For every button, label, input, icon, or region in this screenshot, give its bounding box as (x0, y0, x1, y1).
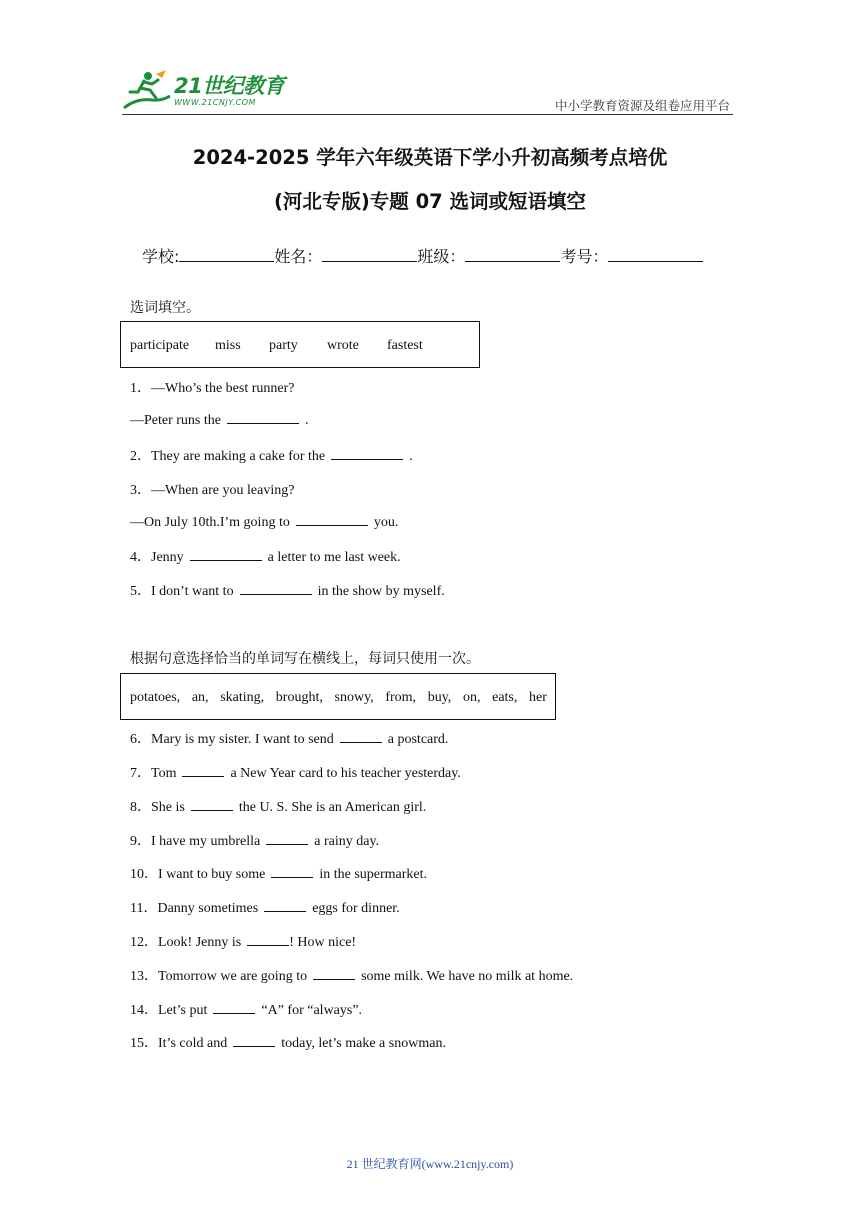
question-text: in the show by myself. (317, 584, 445, 599)
question-text: some milk. We have no milk at home. (361, 969, 574, 984)
footer-link[interactable]: 21 世纪教育网(www.21cnjy.com) (346, 1157, 514, 1171)
word-bank-word: fastest (387, 338, 423, 353)
student-info-line (142, 244, 703, 267)
question-line (130, 546, 401, 566)
runner-logo-icon (122, 68, 172, 114)
answer-blank[interactable] (264, 899, 306, 912)
logo-url: WWW.21CNJY.COM (174, 98, 256, 107)
answer-blank[interactable] (213, 1001, 255, 1014)
answer-blank[interactable] (247, 933, 289, 946)
word-bank-word: eats, (492, 690, 518, 705)
word-bank-word: snowy, (334, 690, 374, 705)
answer-blank[interactable] (227, 411, 299, 424)
answer-blank[interactable] (240, 582, 312, 595)
answer-blank[interactable] (313, 967, 355, 980)
word-bank-word: brought, (275, 690, 323, 705)
question-line (130, 965, 573, 985)
answer-blank[interactable] (182, 764, 224, 777)
name-label: 姓名： (274, 247, 323, 266)
question-text: 15．It’s cold and (130, 1036, 228, 1051)
question-text: 2．They are making a cake for the (130, 449, 326, 464)
school-label: 学校: (142, 247, 180, 266)
question-text: in the supermarket. (319, 867, 428, 882)
question-line (130, 445, 413, 465)
question-text: a rainy day. (314, 834, 380, 849)
question-text: today, let’s make a snowman. (281, 1036, 446, 1051)
question-text: eggs for dinner. (312, 901, 400, 916)
page-title-line1: 2024-2025 学年六年级英语下学小升初高频考点培优 (192, 146, 668, 169)
question-text: 4．Jenny (130, 550, 184, 565)
question-text: 6．Mary is my sister. I want to send (130, 732, 334, 747)
question-text: 13．Tomorrow we are going to (130, 969, 308, 984)
word-bank-word: her (529, 690, 547, 705)
question-line (130, 377, 294, 397)
question-text: ! How nice! (289, 935, 357, 950)
answer-blank[interactable] (331, 447, 403, 460)
question-text: 1．—Who’s the best runner? (130, 381, 295, 396)
question-line (130, 411, 308, 429)
question-line (130, 1032, 446, 1052)
question-text: . (409, 449, 413, 464)
answer-blank[interactable] (190, 548, 262, 561)
platform-label: 中小学教育资源及组卷应用平台 (554, 99, 730, 113)
word-bank-word: wrote (327, 338, 359, 353)
question-line (130, 728, 448, 748)
class-blank (465, 247, 560, 262)
word-bank-word: an, (191, 690, 209, 705)
question-line (130, 580, 445, 600)
question-text: 12．Look! Jenny is (130, 935, 242, 950)
question-text: 7．Tom (130, 766, 177, 781)
word-bank-1 (120, 321, 480, 368)
logo-text: 21世纪教育 (174, 74, 285, 98)
question-text: 8．She is (130, 800, 185, 815)
question-text: 11．Danny sometimes (130, 901, 259, 916)
section1-instruction: 选词填空。 (130, 301, 200, 316)
question-line (130, 796, 426, 816)
word-bank-word: on, (462, 690, 481, 705)
question-text: a letter to me last week. (267, 550, 401, 565)
question-text: —Peter runs the (130, 413, 221, 428)
question-text: “A” for “always”. (261, 1003, 363, 1018)
site-logo (122, 68, 292, 114)
question-line (130, 762, 461, 782)
question-text: a New Year card to his teacher yesterday. (230, 766, 461, 781)
question-line (130, 999, 362, 1019)
question-line (130, 863, 427, 883)
answer-blank[interactable] (266, 832, 308, 845)
exam-no-label: 考号： (560, 247, 609, 266)
name-blank (322, 247, 417, 262)
answer-blank[interactable] (191, 798, 233, 811)
question-line (130, 897, 400, 917)
question-line (130, 479, 294, 499)
word-bank-word: buy, (427, 690, 452, 705)
question-text: —On July 10th.I’m going to (130, 515, 290, 530)
answer-blank[interactable] (340, 730, 382, 743)
question-text: you. (373, 515, 399, 530)
question-text: . (304, 413, 309, 428)
word-bank-word: potatoes, (130, 690, 181, 705)
question-text: 14．Let’s put (130, 1003, 208, 1018)
answer-blank[interactable] (233, 1034, 275, 1047)
question-line (130, 931, 356, 951)
question-text: a postcard. (387, 732, 449, 747)
question-line (130, 513, 398, 531)
section2-instruction: 根据句意选择恰当的单词写在横线上，每词只使用一次。 (130, 652, 480, 667)
answer-blank[interactable] (296, 513, 368, 526)
word-bank-word: participate (130, 338, 190, 353)
question-text: 10．I want to buy some (130, 867, 266, 882)
question-text: 3．—When are you leaving? (130, 483, 295, 498)
answer-blank[interactable] (271, 865, 313, 878)
word-bank-word: miss (215, 338, 241, 353)
word-bank-2 (120, 673, 556, 720)
word-bank-word: skating, (220, 690, 265, 705)
word-bank-word: from, (385, 690, 417, 705)
question-text: 9．I have my umbrella (130, 834, 261, 849)
word-bank-word: party (269, 338, 298, 353)
class-label: 班级： (417, 247, 466, 266)
exam-no-blank (608, 247, 703, 262)
header-divider (122, 114, 733, 115)
question-line (130, 830, 379, 850)
page-title-line2: (河北专版)专题 07 选词或短语填空 (273, 190, 587, 213)
question-text: 5．I don’t want to (130, 584, 234, 599)
school-blank (179, 247, 274, 262)
question-text: the U. S. She is an American girl. (238, 800, 427, 815)
